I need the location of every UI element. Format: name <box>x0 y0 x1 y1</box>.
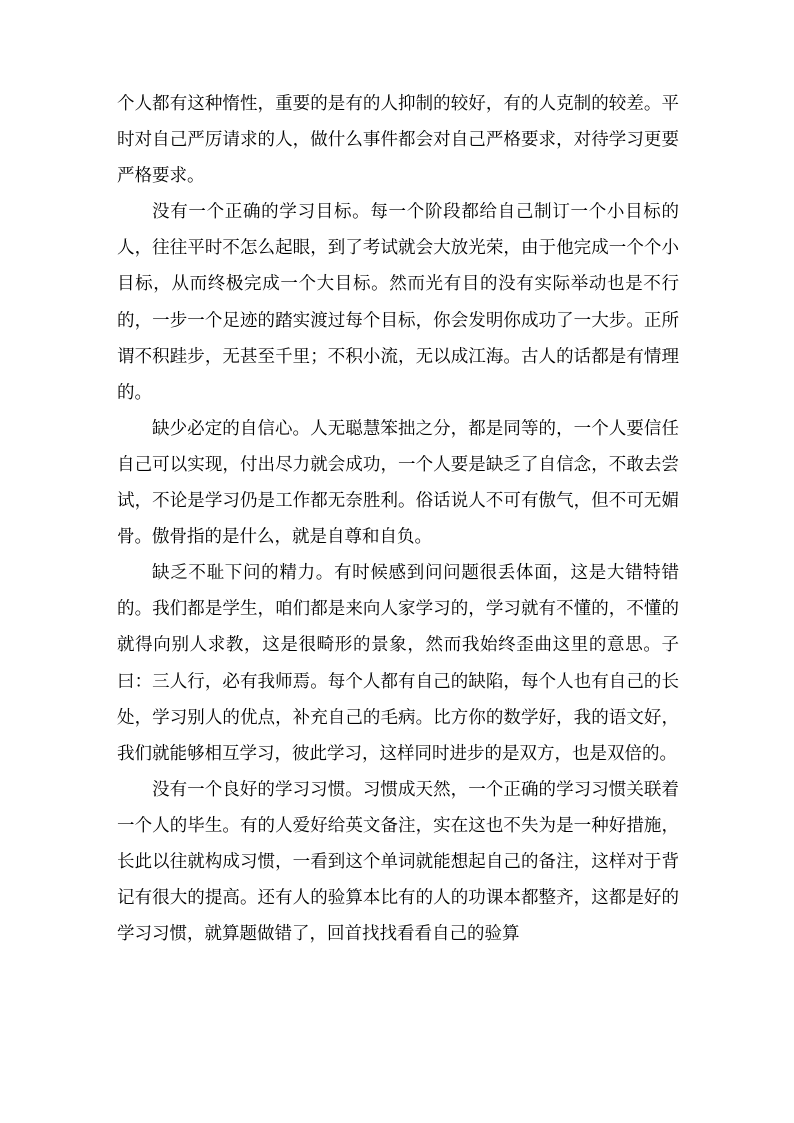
paragraph-1: 个人都有这种惰性，重要的是有的人抑制的较好，有的人克制的较差。平时对自己严厉请求的人，做什么事件都会对自己严格要求，对待学习更要严格要求。 <box>117 94 679 187</box>
paragraph-2: 没有一个正确的学习目标。每一个阶段都给自己制订一个小目标的人，往往平时不怎么起眼，到了考试就会大放光荣，由于他完成一个个小目标，从而终极完成一个大目标。然而光有目的没有实际举动也是不行的，一步一个足迹的踏实渡过每个目标，你会发明你成功了一大步。正所谓不积跬步，无甚至千里；不积小流，无以成江海。古人的话都是有情理的。 <box>117 202 679 403</box>
paragraph-3: 缺少必定的自信心。人无聪慧笨拙之分，都是同等的，一个人要信任自己可以实现，付出尽力就会成功，一个人要是缺乏了自信念，不敢去尝试，不论是学习仍是工作都无奈胜利。俗话说人不可有傲气，但不可无媚骨。傲骨指的是什么，就是自尊和自负。 <box>117 418 679 548</box>
paragraph-5: 没有一个良好的学习习惯。习惯成天然，一个正确的学习习惯关联着一个人的毕生。有的人爱好给英文备注，实在这也不失为是一种好措施，长此以往就构成习惯，一看到这个单词就能想起自己的备注，这样对于背记有很大的提高。还有人的验算本比有的人的功课本都整齐，这都是好的学习习惯，就算题做错了，回首找找看看自己的验算 <box>117 779 679 945</box>
document-body <box>117 86 679 952</box>
paragraph-4: 缺乏不耻下问的精力。有时候感到问问题很丢体面，这是大错特错的。我们都是学生，咱们都是来向人家学习的，学习就有不懂的，不懂的就得向别人求教，这是很畸形的景象，然而我始终歪曲这里的意思。子曰：三人行，必有我师焉。每个人都有自己的缺陷，每个人也有自己的长处，学习别人的优点，补充自己的毛病。比方你的数学好，我的语文好，我们就能够相互学习，彼此学习，这样同时进步的是双方，也是双倍的。 <box>117 563 679 764</box>
